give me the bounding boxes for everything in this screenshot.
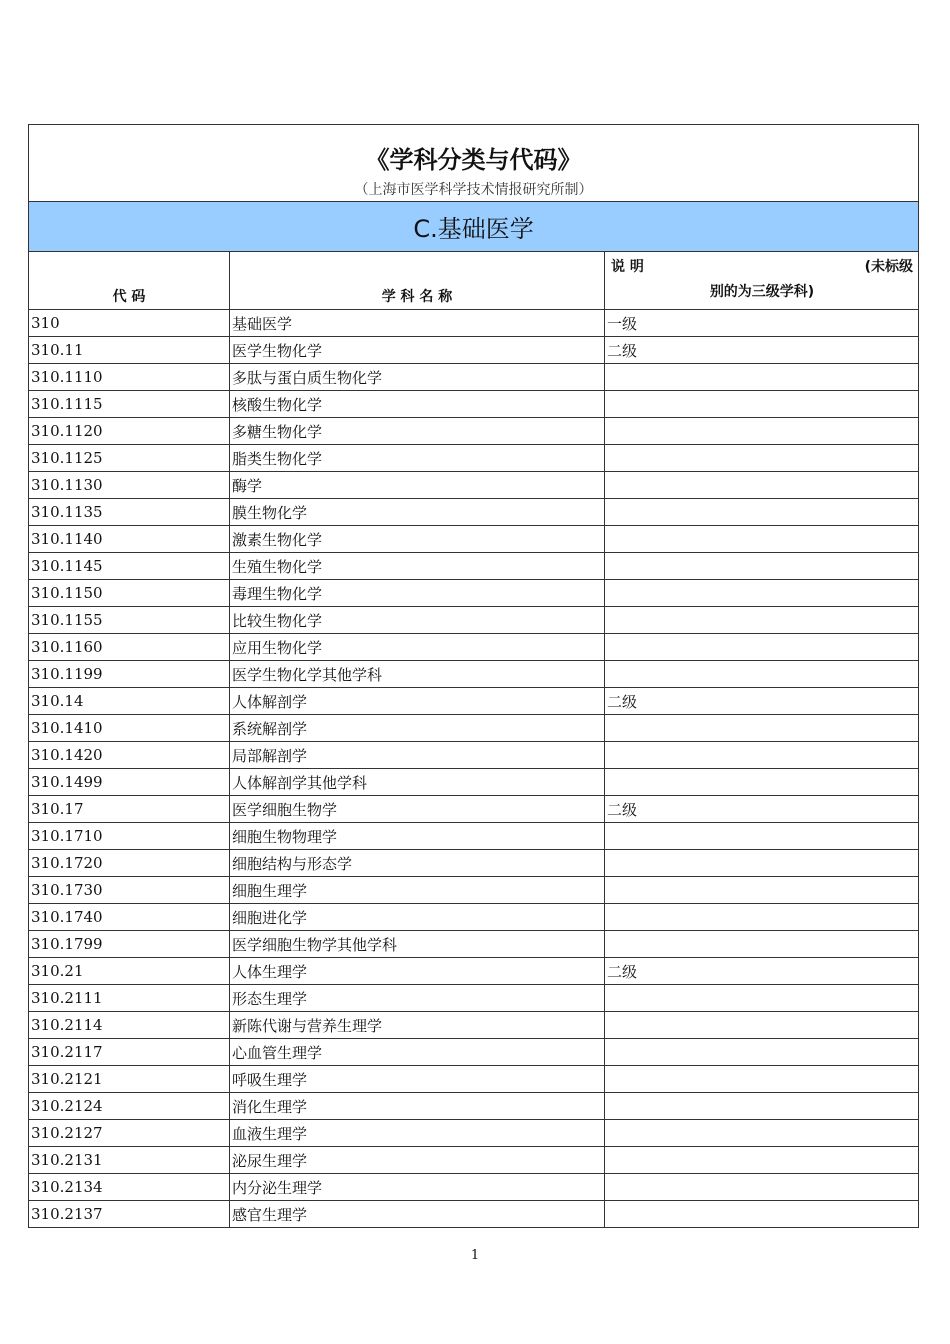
row-name: 感官生理学 — [230, 1201, 605, 1228]
discipline-table — [28, 124, 919, 1228]
row-name: 细胞生理学 — [230, 877, 605, 904]
row-note: 一级 — [605, 310, 919, 337]
row-code: 310.1160 — [29, 634, 230, 661]
row-note — [605, 1093, 919, 1120]
row-code: 310.1120 — [29, 418, 230, 445]
table-row — [29, 580, 919, 607]
row-note — [605, 850, 919, 877]
row-name: 新陈代谢与营养生理学 — [230, 1012, 605, 1039]
row-note — [605, 1120, 919, 1147]
table-row — [29, 958, 919, 985]
row-code: 310.1499 — [29, 769, 230, 796]
table-row — [29, 499, 919, 526]
table-row — [29, 553, 919, 580]
row-code: 310.1115 — [29, 391, 230, 418]
row-name: 毒理生物化学 — [230, 580, 605, 607]
row-note — [605, 472, 919, 499]
row-name: 医学生物化学其他学科 — [230, 661, 605, 688]
row-note — [605, 553, 919, 580]
row-note — [605, 985, 919, 1012]
row-note — [605, 391, 919, 418]
row-note — [605, 715, 919, 742]
row-code: 310.1420 — [29, 742, 230, 769]
row-note — [605, 742, 919, 769]
row-name: 人体生理学 — [230, 958, 605, 985]
table-row — [29, 364, 919, 391]
row-code: 310.17 — [29, 796, 230, 823]
table-row — [29, 796, 919, 823]
row-code: 310.2111 — [29, 985, 230, 1012]
table-row — [29, 472, 919, 499]
note-header-aside: (未标级 — [864, 259, 914, 275]
row-code: 310.1730 — [29, 877, 230, 904]
document-title: 《学科分类与代码》 — [29, 125, 919, 178]
table-row — [29, 985, 919, 1012]
row-note — [605, 634, 919, 661]
row-code: 310.2124 — [29, 1093, 230, 1120]
row-note: 二级 — [605, 337, 919, 364]
table-row — [29, 688, 919, 715]
note-header-line2: 别的为三级学科) — [709, 284, 815, 300]
row-note — [605, 526, 919, 553]
row-code: 310.1740 — [29, 904, 230, 931]
table-row — [29, 715, 919, 742]
row-note — [605, 418, 919, 445]
row-code: 310.2117 — [29, 1039, 230, 1066]
row-name: 细胞进化学 — [230, 904, 605, 931]
table-row — [29, 634, 919, 661]
row-note — [605, 769, 919, 796]
row-code: 310.1135 — [29, 499, 230, 526]
row-note — [605, 931, 919, 958]
table-row — [29, 391, 919, 418]
row-code: 310.1130 — [29, 472, 230, 499]
row-name: 形态生理学 — [230, 985, 605, 1012]
row-name: 泌尿生理学 — [230, 1147, 605, 1174]
row-code: 310.1710 — [29, 823, 230, 850]
row-name: 膜生物化学 — [230, 499, 605, 526]
row-code: 310.2134 — [29, 1174, 230, 1201]
row-note — [605, 1147, 919, 1174]
table-row — [29, 337, 919, 364]
document-subtitle: （上海市医学科学技术情报研究所制） — [29, 177, 919, 202]
table-row — [29, 742, 919, 769]
row-name: 激素生物化学 — [230, 526, 605, 553]
row-name: 医学细胞生物学其他学科 — [230, 931, 605, 958]
row-note — [605, 364, 919, 391]
row-name: 核酸生物化学 — [230, 391, 605, 418]
row-note — [605, 1012, 919, 1039]
row-note — [605, 580, 919, 607]
row-code: 310.2127 — [29, 1120, 230, 1147]
row-name: 呼吸生理学 — [230, 1066, 605, 1093]
row-code: 310.1145 — [29, 553, 230, 580]
row-name: 消化生理学 — [230, 1093, 605, 1120]
row-note — [605, 607, 919, 634]
row-code: 310.1140 — [29, 526, 230, 553]
row-name: 应用生物化学 — [230, 634, 605, 661]
row-code: 310.1155 — [29, 607, 230, 634]
row-name: 心血管生理学 — [230, 1039, 605, 1066]
row-name: 基础医学 — [230, 310, 605, 337]
row-code: 310.1125 — [29, 445, 230, 472]
table-row — [29, 904, 919, 931]
column-header-note — [605, 252, 919, 310]
row-name: 局部解剖学 — [230, 742, 605, 769]
row-code: 310.1110 — [29, 364, 230, 391]
row-name: 人体解剖学 — [230, 688, 605, 715]
section-heading: C.基础医学 — [29, 202, 919, 252]
row-note — [605, 1066, 919, 1093]
page-number: 1 — [470, 1248, 480, 1263]
row-name: 系统解剖学 — [230, 715, 605, 742]
row-name: 生殖生物化学 — [230, 553, 605, 580]
table-row — [29, 310, 919, 337]
row-name: 医学细胞生物学 — [230, 796, 605, 823]
row-name: 内分泌生理学 — [230, 1174, 605, 1201]
table-row — [29, 769, 919, 796]
table-row — [29, 1066, 919, 1093]
column-header-name: 学 科 名 称 — [230, 252, 605, 310]
row-code: 310.1199 — [29, 661, 230, 688]
table-row — [29, 1201, 919, 1228]
row-code: 310.11 — [29, 337, 230, 364]
row-code: 310.2131 — [29, 1147, 230, 1174]
table-row — [29, 418, 919, 445]
row-code: 310.2114 — [29, 1012, 230, 1039]
row-code: 310.2137 — [29, 1201, 230, 1228]
row-note — [605, 499, 919, 526]
row-name: 多肽与蛋白质生物化学 — [230, 364, 605, 391]
row-code: 310.2121 — [29, 1066, 230, 1093]
table-row — [29, 877, 919, 904]
note-header-label: 说 明 — [611, 259, 644, 275]
row-name: 医学生物化学 — [230, 337, 605, 364]
row-name: 细胞生物物理学 — [230, 823, 605, 850]
row-code: 310.1720 — [29, 850, 230, 877]
row-note — [605, 877, 919, 904]
table-row — [29, 1174, 919, 1201]
table-row — [29, 1039, 919, 1066]
table-row — [29, 1120, 919, 1147]
row-note — [605, 445, 919, 472]
table-row — [29, 1147, 919, 1174]
row-name: 酶学 — [230, 472, 605, 499]
table-row — [29, 931, 919, 958]
table-row — [29, 823, 919, 850]
table-row — [29, 850, 919, 877]
table-row — [29, 526, 919, 553]
row-note — [605, 904, 919, 931]
row-code: 310.14 — [29, 688, 230, 715]
table-row — [29, 1012, 919, 1039]
row-note — [605, 1174, 919, 1201]
row-note — [605, 1201, 919, 1228]
row-name: 比较生物化学 — [230, 607, 605, 634]
row-note — [605, 661, 919, 688]
row-code: 310 — [29, 310, 230, 337]
row-name: 人体解剖学其他学科 — [230, 769, 605, 796]
table-row — [29, 661, 919, 688]
column-header-code: 代 码 — [29, 252, 230, 310]
document-sheet — [28, 124, 918, 1228]
row-name: 多糖生物化学 — [230, 418, 605, 445]
row-note — [605, 823, 919, 850]
row-note: 二级 — [605, 958, 919, 985]
row-code: 310.21 — [29, 958, 230, 985]
row-name: 血液生理学 — [230, 1120, 605, 1147]
row-code: 310.1410 — [29, 715, 230, 742]
row-note: 二级 — [605, 688, 919, 715]
table-row — [29, 607, 919, 634]
row-note: 二级 — [605, 796, 919, 823]
row-name: 脂类生物化学 — [230, 445, 605, 472]
row-name: 细胞结构与形态学 — [230, 850, 605, 877]
row-code: 310.1799 — [29, 931, 230, 958]
row-note — [605, 1039, 919, 1066]
table-row — [29, 1093, 919, 1120]
row-code: 310.1150 — [29, 580, 230, 607]
table-row — [29, 445, 919, 472]
